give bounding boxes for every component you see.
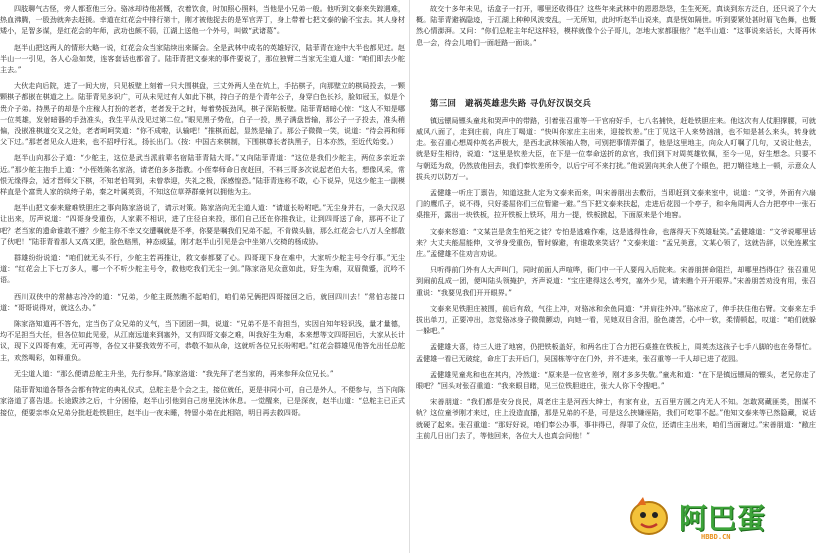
- paragraph: 四肢聊气古怪，旁人都惹他三分。骆冰却待他甚慨，衣着饮食，时加照心照料，当他是小兄弟一般。他听到文泰来失踪遇难，热血沸腾，一股劲就奔去赶援。幸道在红花会中排行第十，刚才被他捉去的是军官弄丁，身上带着七把文泰的偷不宝去。其人身材矮小，足智多谋，是红花会的年师，武功也颇不弱，江湖上送他一个外号，叫做“武诸葛”。: [0, 4, 405, 36]
- paragraph: 群雄纷纷说道：“咱们就无头不行，少舵主若再推让，救文泰都要了心。四哥现下身在难中，大家听少舵主号令行事。”无尘道：“红花会上下七万多人，哪一个不听少舵主号令，救他吃我们无尘一剑。”陈家洛见众意如此，好生为难，双眉微蹙，沉吟不语。: [0, 253, 405, 285]
- paragraph: 宋善朋道：“我们都是安分良民，周老庄主是河西大绅士，有家有业，五百里方圆之内无人不知。怎敢窝藏匪类，图谋不轨？这位童爷刚才来过，庄上没造直播，那是兄弟的不是，可是这么挟嫌诬陷，我们可吃罪不起。”他知文泰来等已然隐藏，说话就硬了起来。张召重道：“那好好说，咱们奉公办事，事非得已，得罪了众位，还请庄主出来，咱们当面谢过。”宋善朋道：“敝庄主前几日出门去了，等他回来，各位大人也真会问他！”: [416, 397, 816, 440]
- left-text-column: [0, 3, 405, 553]
- column-divider: [409, 0, 410, 553]
- paragraph: 文泰来怒道：“文某岂是贪生怕死之徒？专怕是逃难作难，这是逃得性命，也落得天下英雄耻笑。”孟健雄道：“文爷说哪里话来？大丈夫能屈能伸，文爷身受重伤，暂时躲避，有谁敢来笑话？”文泰来道：“孟兄美意，文某心领了，这就告辞，以免连累宝庄。”孟健雄不住劝言劝说。: [416, 226, 816, 259]
- right-text-column: [416, 3, 816, 553]
- paragraph: 赵半山把文泰来避难铁胆庄之事向陈家洛说了，请示对策。陈家洛向无尘道人道：“请道长吩咐吧。”无尘身并右，一条大汉忍让出来，厉声说道：“四哥身受重伤，人家素不相识，进了庄径自来投，那们自己还在你推我让，让到四哥送了命，那再不让了吧？老当家的遗命谁敢不遵？少舵主你不幸又交遭嘱就是不孝，你要是嘱我们兄弟不起，不肯做头脑，那么红花会七八万人全都散了伙吧！”陆菲青看那人又高又肥，脸色赔黑，神态威猛，刚才赵半山引见是会中坐第八交椅的杨成协。: [0, 203, 405, 246]
- paragraph: 西川双侠中的常赫志冷冷的道：“兄弟，少舵主既然瞧不起咱们，咱们弟兄俩把四哥接回之后，就回四川去！”常伯志接口道：“哥哥说得对，就这么办。”: [0, 291, 405, 312]
- paragraph: 孟健雄大喜，待三人进了地窖，仍把铁板盖好，和两名庄丁合力把石桌推在铁板上，周英杰这孩子七手八脚的也在务帮忙。孟健雄一看已无破绽，命庄丁去开后门，吴国栋等守在门外，并不进来，张召重等一千人却已进了花园。: [416, 342, 816, 363]
- paragraph: 孟健雄见童兆和也在其内，冷然道：“原来是一位官差爷，刚才多多失敬。”童兆和道：“在下是镇远镖局的镖头，老兄你走了眼吧？”回头对张召重道：“我来眼目睹，见三位铁胆进庄，张大人你下令搜吧。”: [416, 369, 816, 391]
- paragraph: 文泰来见铁胆庄被围，前后有敌，气往上冲，对骆冰和余鱼同道：“并肩往外冲。”骆冰应了，伸手扶住他右臂。文泰来左手拔出单刀，正要冲出，忽觉骆冰身子微微颤动，向她一看，见她双目含泪，脸色凄苦，心中一软，柔情顿起，叹道：“咱们就躲一躲吧。”: [416, 303, 816, 336]
- paragraph: 陈家洛知道再不答允，定当伤了众兄弟的义气，当下团团一揖，说道：“兄弟不是不肯担当，实因自知年轻识浅，量才量德，均不足担当大任，但各位如此见爱，从江南远道来到塞外，又有四哥文泰之难，叫我好生为难，本来想等文四哥回后，大家从长计议，现下义四哥有难，无可再等，各位又非要我效劳不可，恭敬不如从命，这就听各位兄长吩咐吧。”红花会群雄见他答允出任总舵主，欢然喝彩，如释重负。: [0, 319, 405, 362]
- paragraph: 赵半山向那公子道：“少舵主，这位是武当派前辈名宿陆菲青陆大哥。”又向陆菲青道：“这位是我们少舵主，两位多亲近亲近。”那少舵主抱手上道：“小侄姓陈名家洛，请老伯多多指教。小侄奉师命日夜赶回，不料三哥多次说起老伯大名，想像风采，常恨无缘得会，适才晋师父下棋，不知老伯驾到，未曾恭迎，失礼之极，深感惶恐。”陆菲青连称不敢，心下说异，见这少舵主一副模样直是个富贵人家的纨绔子弟，秦之叶属英资，不知这位草莽群豪何以拥他为主。: [0, 153, 405, 197]
- section-gap: [416, 53, 816, 91]
- paragraph: 赵半山把这两人的情形大略一说，红花会众当家陆续出来厮会。全是武林中成名的英雄好汉，陆菲青在途中大半也都见过。赵半山一一引见，各人心急如焚，连客套话也都省了。陆菲青把文泰来的事件要说了，那位独臂二当家无尘道人道：“咱们即去少舵主去。”: [0, 42, 405, 75]
- paragraph: 镇远镖局镖头童兆和哭声中的带路，引着张召重等一干官府好手，七八名捕快，赶赴铁胆庄来。他这次有人仗胆撑腰，可就威风八面了，走到庄前，向庄丁喝道：“快叫你家庄主出来，迎接钦差。”庄丁见这干人来势汹汹，也不知是甚么来头，转身就走。张召重心想周仲英名声极大，是西北武林领袖人物，可别把事情弄僵了，他是这里地主，向众人叮嘱了几句，又说让他去，就是好生相待，说道：“这里是钦差大臣，在下是一位奉命送折的京官，我们到下对周英雄钦佩，至今一见，好生想念。只要不与朝廷为敌，仍然放他回去，我们奉钦差所令，以后宁可不来打扰。”他说罢向其余人使了个眼色，把刀鞘往地上一顿，示意众人拔兵刃以防万一。: [416, 115, 816, 181]
- watermark-logo-text: 阿巴蛋: [679, 502, 767, 535]
- paragraph: 无尘道人道：“那么便请总舵主升坐，先行参拜。”陈家洛道：“我先拜了老当家的，再来参拜众位兄长。”: [14, 368, 334, 378]
- paragraph: 陆菲青知道各帮各会都有特定的典礼仪式，总舵主是个会之主，接位就任，更是非同小可，自己是外人，不便参与，当下向陈家洛道了喜告退。长途跋涉之后，十分困倦，赵半山引他到自己房里洗沐休息。一觉醒来，已是深夜，赵半山道：“总舵主已正式接位，便要亲率众兄弟分批赶赴铁胆庄，赵半山一夜未睡，特留小弟在此相陪，明日再去救四哥。: [0, 385, 405, 417]
- intro-paragraph: 故交十多年未见，话盒子一打开，哪里还收得住？这些年来武林中的恩恩怨怨，生生死死，真谈到东方泛白，还只说了个大概。陆菲青避祸隐迹，于江湖上种种风波变乱，一无所知，此时听赵半山说来，真是恍如隔世。听到要紧处甚时眉飞色舞，也慨然心情澎湃。又问：“你们总舵主年纪这样轻，模样就像个公子哥儿，怎地大家都服他？”赵半山道：“这事说来话长，大哥再休息一会，待会儿咱们一面赶路一面谈。”: [416, 4, 816, 47]
- site-watermark: [623, 493, 813, 549]
- paragraph: 孟健雄一听庄丁禀告，知道这批人定为文泰来而来，叫宋善朋出去敷衍，当即赶到文泰来室中，说道：“文爷，外面有六扇门的鹰爪子，说不得，只好委屈你们三位暂避一避。”当下把文泰来扶起，走进后花园一个亭子，和伞角周两人合力把亭中一张石桌推开，露出一块铁板，拉开铁板上铁环，用力一提，铁板掀起，下面原来是个地窖。: [416, 188, 816, 220]
- chapter-title: 第三回 避祸英雄悲失路 寻仇好汉误交兵: [430, 97, 592, 108]
- mascot-logo-icon: [627, 493, 671, 537]
- paragraph: 只听得前门外有人大声叫门，同时前面人声喧哗，衙门中一干人要闯入后院来。宋善朋拼命阻拦，却哪里挡得住？张召重见到闹前乱成一团，便叫陆头领掩护，齐声说道：“宝庄建得这么考究，塞外少见，请来瞧个开开眼界。”宋善朋苦劝没有用，张召重说：“我要见我们开开眼界。”: [416, 265, 816, 297]
- paragraph: 大伙走向后院，进了一间大房，只见板壁上刻着一只大围棋盘，三丈外两人坐在炕上，手拈棋子，向那壁立的棋局投去，一颗颗棋子都嵌在棋道之上。陆菲青见多识广，可从未见过有人如此下棋，持白子的是个青年公子，身穿白色长衫，脸如冠玉，似是个贵介子弟。持黑子的却是个庄稼人打扮的老者，老者发于之时，每着势扳劲风，棋子深陷板壁。陆菲青暗暗心惊：“这人不知是哪一位英雄，发射暗器的手劲准头，我生平从没见过第二位。”眼见黑子势危，白子一投，黑子满盘皆输，那公子一子投去，准头稍偏，没嵌准棋道交叉之处，老者呵呵笑道：“你不成啦，认输吧！”推棋而起，显然是输了。那公子微微一笑，说道：“待会再和师父下过。”那老者见众人进来，也不招呼行礼，扬长出门。（按：中国古来棋制，下围棋尊长者执黑子，日本亦然，至近代始变。）: [0, 81, 405, 147]
- watermark-domain: HBBD.CN: [701, 533, 731, 541]
